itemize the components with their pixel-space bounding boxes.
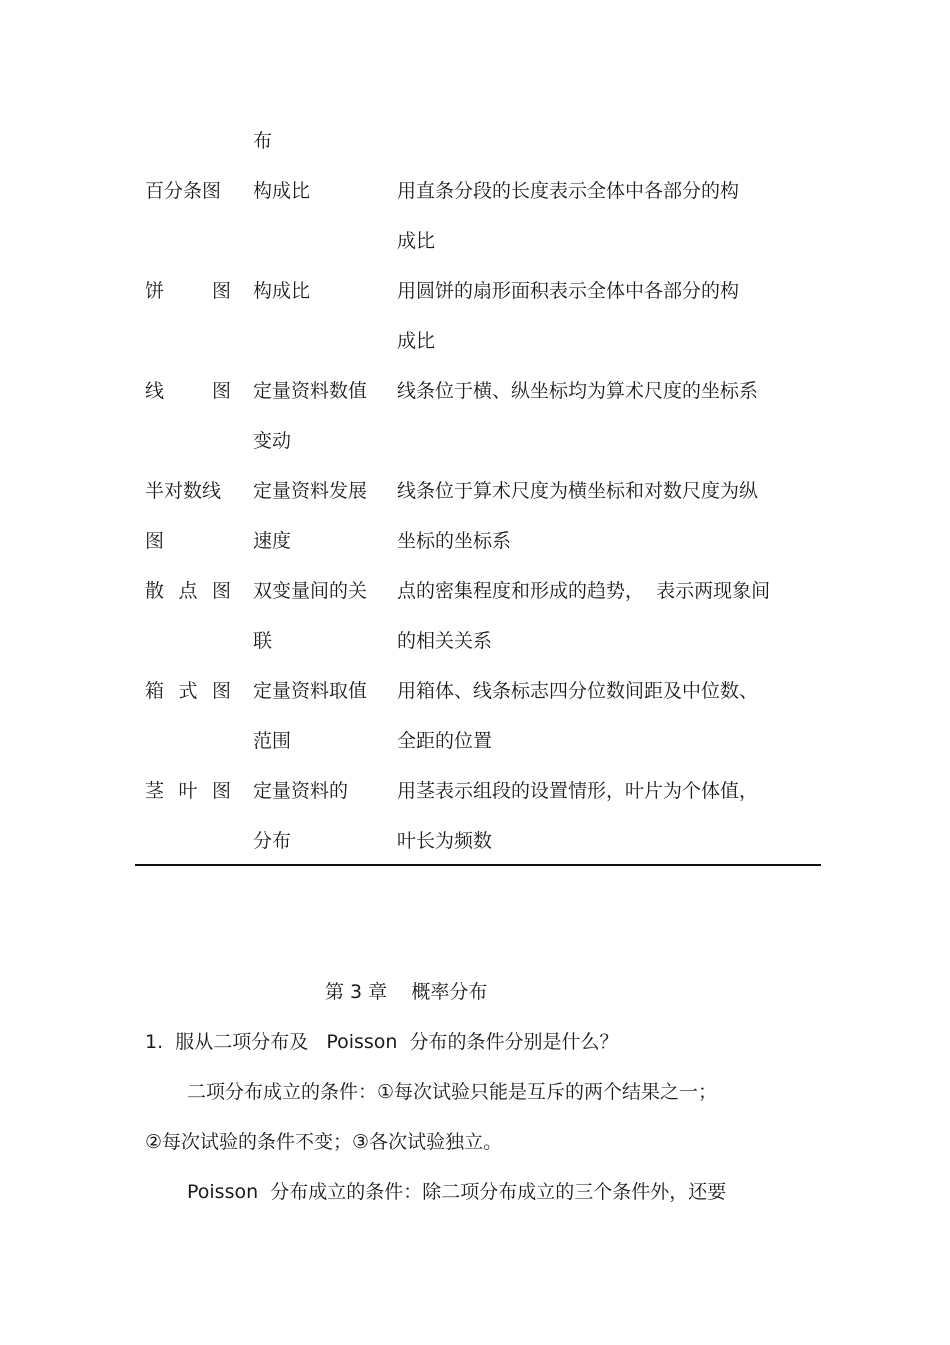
chart-type-cell: 散 点 图 xyxy=(145,580,231,602)
chart-type-cell: 图 xyxy=(145,530,165,552)
description-cell: 点的密集程度和形成的趋势， 表示两现象间 xyxy=(397,580,771,602)
description-cell: 用圆饼的扇形面积表示全体中各部分的构 xyxy=(397,280,740,302)
data-type-cell: 构成比 xyxy=(253,280,311,302)
table-row xyxy=(0,766,950,816)
description-cell: 线条位于算术尺度为横坐标和对数尺度为纵 xyxy=(397,480,759,502)
chart-type-cell: 线 图 xyxy=(145,380,231,402)
table-row xyxy=(0,316,950,366)
table-row xyxy=(0,266,950,316)
data-type-cell: 分布 xyxy=(253,830,292,852)
description-cell: 坐标的坐标系 xyxy=(397,530,512,552)
table-row xyxy=(0,566,950,616)
data-type-cell: 定量资料取值 xyxy=(253,680,368,702)
description-cell: 用直条分段的长度表示全体中各部分的构 xyxy=(397,180,740,202)
description-cell: 叶长为频数 xyxy=(397,830,493,852)
chapter-heading: 第 3 章 概率分布 xyxy=(325,981,488,1003)
table-row xyxy=(0,716,950,766)
data-type-cell: 布 xyxy=(253,130,273,152)
data-type-cell: 定量资料发展 xyxy=(253,480,368,502)
data-type-cell: 双变量间的关 xyxy=(253,580,368,602)
question-1: 1. 服从二项分布及 Poisson 分布的条件分别是什么？ xyxy=(145,1031,619,1053)
chart-type-cell: 箱 式 图 xyxy=(145,680,231,702)
data-type-cell: 构成比 xyxy=(253,180,311,202)
table-row xyxy=(0,416,950,466)
description-cell: 用箱体、线条标志四分位数间距及中位数、 xyxy=(397,680,759,702)
table-row xyxy=(0,366,950,416)
data-type-cell: 联 xyxy=(253,630,273,652)
table-row xyxy=(0,466,950,516)
table-row xyxy=(0,666,950,716)
table-row xyxy=(0,166,950,216)
chart-type-cell: 半对数线 xyxy=(145,480,222,502)
data-type-cell: 变动 xyxy=(253,430,292,452)
data-type-cell: 范围 xyxy=(253,730,292,752)
description-cell: 成比 xyxy=(397,330,436,352)
chart-type-cell: 百分条图 xyxy=(145,180,222,202)
table-row xyxy=(0,516,950,566)
description-cell: 全距的位置 xyxy=(397,730,493,752)
binomial-conditions-line-2: ②每次试验的条件不变；③各次试验独立。 xyxy=(145,1131,503,1153)
table-row xyxy=(0,616,950,666)
table-row xyxy=(0,816,950,866)
chart-type-cell: 饼 图 xyxy=(145,280,231,302)
description-cell: 的相关关系 xyxy=(397,630,493,652)
description-cell: 线条位于横、纵坐标均为算术尺度的坐标系 xyxy=(397,380,759,402)
table-bottom-rule xyxy=(135,864,821,866)
data-type-cell: 定量资料数值 xyxy=(253,380,368,402)
table-row xyxy=(0,116,950,166)
chart-type-cell: 茎 叶 图 xyxy=(145,780,231,802)
description-cell: 成比 xyxy=(397,230,436,252)
poisson-conditions-line-1: Poisson 分布成立的条件：除二项分布成立的三个条件外，还要 xyxy=(187,1181,727,1203)
description-cell: 用茎表示组段的设置情形，叶片为个体值， xyxy=(397,780,759,802)
table-row xyxy=(0,216,950,266)
data-type-cell: 速度 xyxy=(253,530,292,552)
binomial-conditions-line-1: 二项分布成立的条件：①每次试验只能是互斥的两个结果之一； xyxy=(187,1081,718,1103)
data-type-cell: 定量资料的 xyxy=(253,780,349,802)
